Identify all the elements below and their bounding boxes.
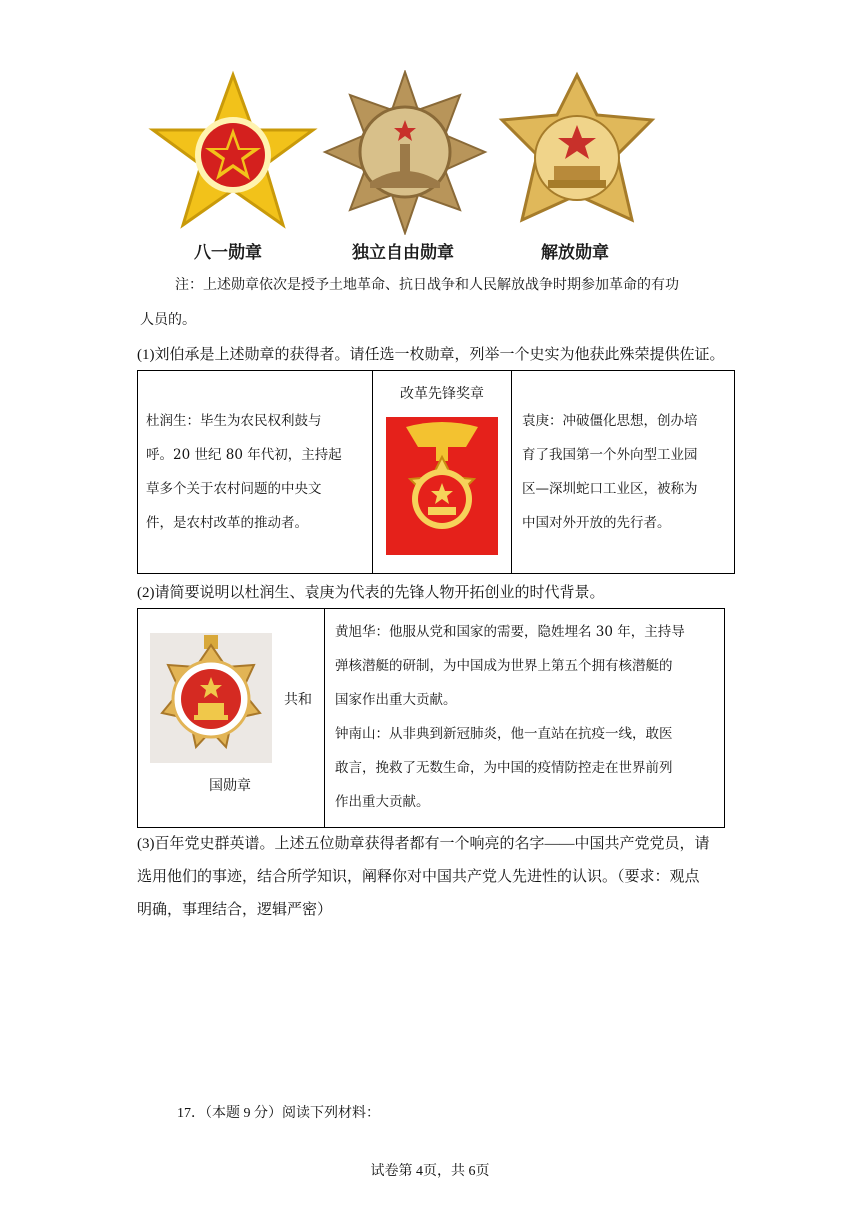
table1-left-cell — [138, 371, 373, 574]
question-3-line-3: 明确，事理结合，逻辑严密） — [137, 902, 333, 918]
table1-right-line: 育了我国第一个外向型工业园 — [522, 447, 698, 463]
table1-right-line: 中国对外开放的先行者。 — [522, 515, 671, 531]
duli-ziyou-medal-image — [320, 70, 490, 239]
question-3-line-1: (3)百年党史群英谱。上述五位勋章获得者都有一个响亮的名字——中国共产党党员，请 — [137, 836, 710, 852]
republic-medal-label-b: 国勋章 — [209, 779, 251, 794]
table2-left-cell — [138, 609, 325, 828]
reform-pioneer-medal-image — [386, 417, 498, 555]
jiefang-medal-image — [492, 70, 662, 239]
page-footer: 试卷第 4页，共 6页 — [370, 1164, 490, 1179]
medal-label-duli-ziyou: 独立自由勋章 — [352, 243, 454, 263]
table2-right-line: 弹核潜艇的研制，为中国成为世界上第五个拥有核潜艇的 — [335, 658, 673, 674]
question-2: (2)请简要说明以杜润生、袁庚为代表的先锋人物开拓创业的时代背景。 — [137, 585, 605, 601]
table2-right-line: 国家作出重大贡献。 — [335, 692, 457, 708]
medal-label-jiefang: 解放勋章 — [541, 243, 609, 263]
table1-center-cell — [373, 371, 512, 574]
table2-right-line: 钟南山：从非典到新冠肺炎，他一直站在抗疫一线，敢医 — [335, 726, 673, 742]
note-line-2: 人员的。 — [140, 312, 196, 328]
table2-right-cell — [325, 609, 725, 828]
note-line-1: 注：上述勋章依次是授予土地革命、抗日战争和人民解放战争时期参加革命的有功 — [175, 277, 679, 293]
table-reform-pioneers — [137, 370, 735, 574]
table1-left-line: 件，是农村改革的推动者。 — [146, 515, 308, 531]
table-republic-medal — [137, 608, 725, 828]
question-17-heading: 17．（本题 9 分）阅读下列材料： — [177, 1106, 380, 1121]
question-1: (1)刘伯承是上述勋章的获得者。请任选一枚勋章，列举一个史实为他获此殊荣提供佐证。 — [137, 347, 725, 363]
republic-medal-label-a: 共和 — [284, 693, 312, 708]
table1-left-line: 杜润生：毕生为农民权利鼓与 — [146, 413, 322, 429]
table1-right-cell — [512, 371, 735, 574]
table2-right-line: 作出重大贡献。 — [335, 794, 430, 810]
republic-medal-image — [150, 633, 272, 763]
table1-right-line: 区—深圳蛇口工业区，被称为 — [522, 481, 698, 497]
bayi-medal-image — [148, 70, 318, 239]
table1-right-line: 袁庚：冲破僵化思想，创办培 — [522, 413, 698, 429]
question-3-line-2: 选用他们的事迹，结合所学知识，阐释你对中国共产党人先进性的认识。（要求：观点 — [137, 869, 700, 885]
table1-left-line: 草多个关于农村问题的中央文 — [146, 481, 322, 497]
medal-label-bayi: 八一勋章 — [194, 243, 262, 263]
table1-left-line: 呼。20 世纪 80 年代初，主持起 — [146, 447, 342, 463]
table2-right-line: 敢言，挽救了无数生命，为中国的疫情防控走在世界前列 — [335, 760, 673, 776]
reform-pioneer-medal-title: 改革先锋奖章 — [400, 387, 484, 402]
table2-right-line: 黄旭华：他服从党和国家的需要，隐姓埋名 30 年，主持导 — [335, 624, 685, 640]
